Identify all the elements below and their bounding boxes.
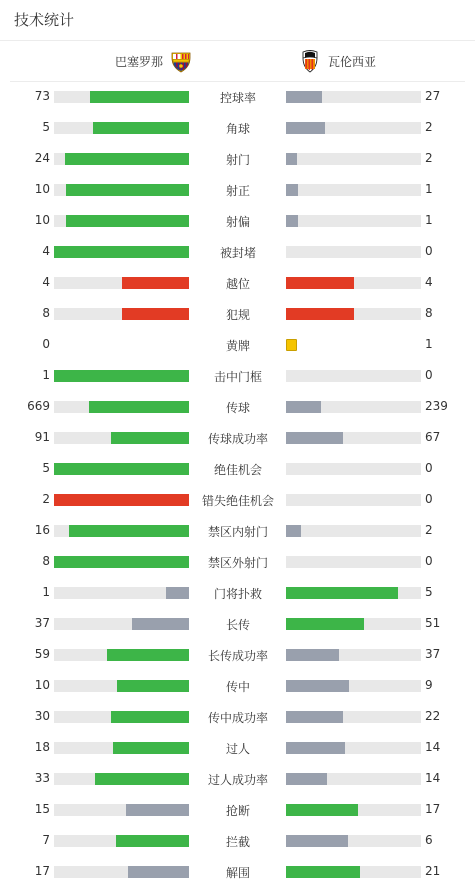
away-stat-value: 51 <box>425 616 441 630</box>
stat-row <box>0 856 475 887</box>
home-stat-bar <box>54 184 189 196</box>
stats-list <box>0 81 475 887</box>
stat-label: 越位 <box>225 277 250 291</box>
home-team-name: 巴塞罗那 <box>115 54 164 69</box>
away-stat-bar-fill <box>286 773 327 785</box>
home-stat-bar <box>54 494 189 506</box>
home-stat-bar <box>54 91 189 103</box>
away-stat-bar-fill <box>286 153 297 165</box>
home-stat-value: 7 <box>42 833 50 847</box>
home-stat-value: 37 <box>34 616 50 630</box>
away-stat-bar <box>286 401 421 413</box>
home-stat-bar <box>54 835 189 847</box>
stat-label: 射门 <box>225 153 250 167</box>
away-stat-value: 0 <box>425 368 433 382</box>
away-stat-bar <box>286 804 421 816</box>
away-stat-bar <box>286 649 421 661</box>
home-stat-value: 669 <box>27 399 50 413</box>
away-stat-value: 22 <box>425 709 441 723</box>
home-stat-value: 10 <box>34 213 50 227</box>
home-team[interactable] <box>115 41 199 81</box>
home-stat-bar-fill <box>117 680 189 692</box>
stat-label: 拦截 <box>225 835 250 849</box>
yellow-card-icon <box>286 339 297 351</box>
stat-row <box>0 484 475 515</box>
away-stat-bar-fill <box>286 866 360 878</box>
home-stat-bar <box>54 339 189 351</box>
home-stat-value: 33 <box>34 771 50 785</box>
home-stat-value: 1 <box>42 585 50 599</box>
home-stat-value: 2 <box>42 492 50 506</box>
stat-row <box>0 81 475 112</box>
home-stat-value: 4 <box>42 275 50 289</box>
home-stat-bar-fill <box>116 835 189 847</box>
stat-row <box>0 298 475 329</box>
away-stat-bar-fill <box>286 835 348 847</box>
stat-row <box>0 329 475 360</box>
stat-row <box>0 391 475 422</box>
home-stat-value: 10 <box>34 182 50 196</box>
stat-row <box>0 112 475 143</box>
home-stat-bar-fill <box>54 556 189 568</box>
away-stat-bar <box>286 339 421 351</box>
away-stat-bar-fill <box>286 184 298 196</box>
stat-label: 角球 <box>225 122 250 136</box>
away-stat-bar <box>286 308 421 320</box>
stat-row <box>0 577 475 608</box>
away-stat-bar-fill <box>286 432 343 444</box>
home-stat-bar-fill <box>122 308 190 320</box>
away-stat-value: 6 <box>425 833 433 847</box>
home-stat-bar <box>54 711 189 723</box>
away-stat-bar-fill <box>286 618 364 630</box>
home-stat-bar <box>54 649 189 661</box>
page-title: 技术统计 <box>0 0 475 41</box>
away-stat-value: 14 <box>425 771 441 785</box>
stat-row <box>0 701 475 732</box>
home-stat-bar <box>54 153 189 165</box>
home-stat-bar <box>54 122 189 134</box>
away-stat-value: 5 <box>425 585 433 599</box>
home-stat-bar-fill <box>132 618 189 630</box>
stat-label: 抢断 <box>225 804 250 818</box>
away-stat-value: 67 <box>425 430 441 444</box>
away-stat-bar <box>286 246 421 258</box>
away-stat-bar <box>286 680 421 692</box>
away-stat-bar-fill <box>286 91 322 103</box>
away-stat-value: 0 <box>425 492 433 506</box>
home-stat-value: 0 <box>42 337 50 351</box>
stat-row <box>0 670 475 701</box>
away-stat-value: 2 <box>425 523 433 537</box>
home-stat-bar-fill <box>111 711 189 723</box>
home-stat-bar <box>54 277 189 289</box>
home-stat-bar-fill <box>107 649 189 661</box>
away-stat-bar <box>286 835 421 847</box>
home-stat-bar-fill <box>69 525 189 537</box>
home-stat-value: 18 <box>34 740 50 754</box>
home-stat-bar <box>54 587 189 599</box>
stat-label: 长传成功率 <box>207 649 268 663</box>
away-stat-value: 1 <box>425 337 433 351</box>
home-stat-bar-fill <box>113 742 189 754</box>
teams-header <box>10 41 465 82</box>
away-stat-bar <box>286 432 421 444</box>
stat-row <box>0 360 475 391</box>
home-stat-bar-fill <box>93 122 189 134</box>
away-team[interactable] <box>292 41 376 81</box>
away-stat-value: 0 <box>425 554 433 568</box>
stat-label: 长传 <box>225 618 250 632</box>
home-stat-bar <box>54 432 189 444</box>
home-stat-value: 91 <box>34 430 50 444</box>
stat-label: 门将扑救 <box>213 587 262 601</box>
away-stat-value: 2 <box>425 120 433 134</box>
away-stat-value: 0 <box>425 244 433 258</box>
home-stat-bar-fill <box>122 277 190 289</box>
stat-row <box>0 608 475 639</box>
away-stat-bar <box>286 215 421 227</box>
home-stat-bar <box>54 742 189 754</box>
away-stat-value: 14 <box>425 740 441 754</box>
home-stat-value: 73 <box>34 89 50 103</box>
away-stat-value: 8 <box>425 306 433 320</box>
away-stat-bar-fill <box>286 215 298 227</box>
home-stat-value: 5 <box>42 120 50 134</box>
away-stat-bar <box>286 277 421 289</box>
home-stat-bar-fill <box>66 184 189 196</box>
home-stat-bar-fill <box>54 246 189 258</box>
stat-label: 过人成功率 <box>207 773 268 787</box>
away-stat-value: 2 <box>425 151 433 165</box>
away-stat-bar <box>286 866 421 878</box>
away-stat-value: 37 <box>425 647 441 661</box>
home-stat-bar-fill <box>66 215 189 227</box>
home-stat-value: 16 <box>34 523 50 537</box>
home-stat-bar-fill <box>111 432 189 444</box>
stat-label: 击中门框 <box>213 370 262 384</box>
home-stat-bar-fill <box>128 866 189 878</box>
home-stat-value: 1 <box>42 368 50 382</box>
home-stat-value: 8 <box>42 306 50 320</box>
away-stat-bar <box>286 463 421 475</box>
away-stat-value: 27 <box>425 89 441 103</box>
away-stat-value: 239 <box>425 399 448 413</box>
home-stat-bar-fill <box>89 401 189 413</box>
home-stat-bar <box>54 370 189 382</box>
home-stat-bar <box>54 773 189 785</box>
home-stat-value: 8 <box>42 554 50 568</box>
away-stat-bar-fill <box>286 711 343 723</box>
stat-row <box>0 205 475 236</box>
home-stat-value: 59 <box>34 647 50 661</box>
valencia-crest-icon <box>298 49 322 73</box>
away-stat-bar <box>286 556 421 568</box>
home-stat-bar-fill <box>54 494 189 506</box>
home-stat-value: 10 <box>34 678 50 692</box>
home-stat-bar-fill <box>126 804 189 816</box>
home-stat-bar <box>54 680 189 692</box>
home-stat-bar-fill <box>166 587 189 599</box>
stat-label: 犯规 <box>225 308 250 322</box>
away-stat-value: 0 <box>425 461 433 475</box>
stat-label: 传球 <box>225 401 250 415</box>
stat-row <box>0 794 475 825</box>
stat-label: 解围 <box>225 866 250 880</box>
home-stat-value: 5 <box>42 461 50 475</box>
stat-row <box>0 763 475 794</box>
away-stat-bar <box>286 525 421 537</box>
home-stat-bar <box>54 401 189 413</box>
away-stat-bar <box>286 742 421 754</box>
stat-label: 传球成功率 <box>207 432 268 446</box>
home-stat-value: 30 <box>34 709 50 723</box>
away-stat-bar <box>286 587 421 599</box>
stat-label: 射正 <box>225 184 250 198</box>
home-stat-value: 17 <box>34 864 50 878</box>
stat-row <box>0 236 475 267</box>
home-stat-bar <box>54 525 189 537</box>
home-stat-bar <box>54 308 189 320</box>
stat-label: 错失绝佳机会 <box>201 494 274 508</box>
away-stat-bar <box>286 122 421 134</box>
home-stat-bar-fill <box>90 91 189 103</box>
stat-row <box>0 143 475 174</box>
stat-row <box>0 174 475 205</box>
home-stat-bar <box>54 618 189 630</box>
away-stat-bar <box>286 711 421 723</box>
home-stat-bar-fill <box>65 153 189 165</box>
barcelona-crest-icon <box>169 49 193 73</box>
away-stat-bar-fill <box>286 680 349 692</box>
away-stat-bar-fill <box>286 649 339 661</box>
away-stat-bar <box>286 494 421 506</box>
stat-row <box>0 732 475 763</box>
away-team-name: 瓦伦西亚 <box>328 54 377 69</box>
stat-row <box>0 825 475 856</box>
stat-label: 绝佳机会 <box>213 463 262 477</box>
away-stat-bar-fill <box>286 401 321 413</box>
home-stat-bar <box>54 463 189 475</box>
home-stat-bar-fill <box>54 370 189 382</box>
home-stat-bar <box>54 215 189 227</box>
away-stat-value: 1 <box>425 182 433 196</box>
stat-row <box>0 422 475 453</box>
stat-row <box>0 267 475 298</box>
home-stat-bar <box>54 556 189 568</box>
stat-label: 控球率 <box>219 91 256 105</box>
away-stat-bar-fill <box>286 525 301 537</box>
away-stat-bar-fill <box>286 587 398 599</box>
home-stat-value: 24 <box>34 151 50 165</box>
stat-label: 禁区外射门 <box>207 556 268 570</box>
away-stat-bar-fill <box>286 277 354 289</box>
away-stat-bar <box>286 184 421 196</box>
home-stat-value: 15 <box>34 802 50 816</box>
stat-row <box>0 546 475 577</box>
away-stat-bar-fill <box>286 742 345 754</box>
away-stat-bar <box>286 91 421 103</box>
stat-label: 射偏 <box>225 215 250 229</box>
home-stat-bar <box>54 804 189 816</box>
stat-label: 过人 <box>225 742 250 756</box>
away-stat-bar <box>286 153 421 165</box>
away-stat-bar <box>286 773 421 785</box>
stat-label: 传中 <box>225 680 250 694</box>
home-stat-bar-fill <box>95 773 190 785</box>
stat-row <box>0 515 475 546</box>
stat-label: 黄牌 <box>225 339 250 353</box>
stat-row <box>0 639 475 670</box>
stat-row <box>0 453 475 484</box>
stat-label: 被封堵 <box>219 246 256 260</box>
away-stat-value: 21 <box>425 864 441 878</box>
away-stat-value: 4 <box>425 275 433 289</box>
away-stat-bar-fill <box>286 122 325 134</box>
away-stat-bar <box>286 370 421 382</box>
away-stat-value: 17 <box>425 802 441 816</box>
away-stat-bar-fill <box>286 308 354 320</box>
away-stat-bar <box>286 618 421 630</box>
stat-label: 禁区内射门 <box>207 525 268 539</box>
home-stat-bar <box>54 866 189 878</box>
away-stat-value: 9 <box>425 678 433 692</box>
home-stat-bar-fill <box>54 463 189 475</box>
home-stat-value: 4 <box>42 244 50 258</box>
home-stat-bar <box>54 246 189 258</box>
stat-label: 传中成功率 <box>207 711 268 725</box>
away-stat-value: 1 <box>425 213 433 227</box>
away-stat-bar-fill <box>286 804 358 816</box>
